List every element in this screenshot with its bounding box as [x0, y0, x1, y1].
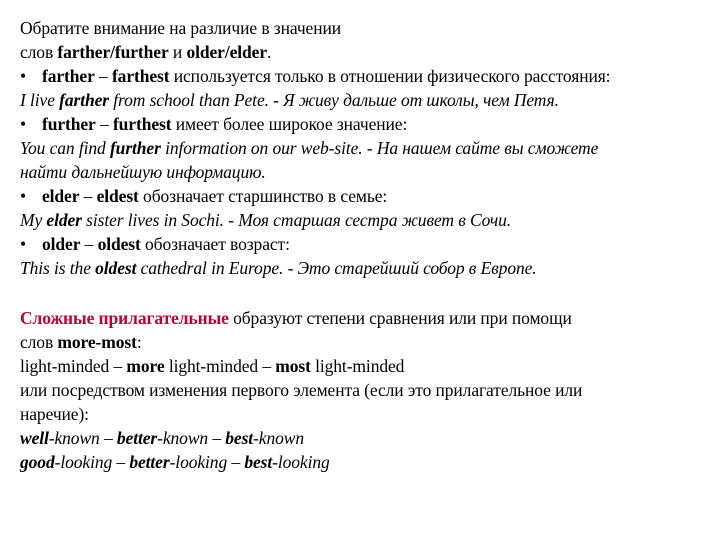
term-description: обозначает старшинство в семье:: [138, 186, 388, 206]
term-farther-further: farther/further: [57, 42, 169, 62]
bullet-item-further: [20, 112, 720, 136]
intro-line-1: [20, 16, 720, 40]
comparison-notes: [20, 16, 720, 280]
example-farther: [20, 88, 720, 112]
example-key: further: [109, 138, 161, 158]
compound-example-light-minded: [20, 354, 720, 378]
example-further-cont: [20, 160, 720, 184]
bullet-icon: •: [20, 66, 27, 86]
intro-period: .: [267, 42, 272, 62]
term-b: oldest: [97, 234, 141, 254]
dash: –: [94, 66, 112, 86]
ex-part: light-minded –: [164, 356, 276, 376]
ex-part: -known: [253, 428, 304, 448]
term-older-elder: older/elder: [186, 42, 267, 62]
ex-key: better: [116, 428, 158, 448]
ex-key: well: [20, 428, 49, 448]
ex-key: best: [225, 428, 254, 448]
example-post: from school than Pete. - Я живу дальше от школы, чем Петя.: [109, 90, 559, 110]
dash: –: [95, 114, 113, 134]
ex-part: -known –: [157, 428, 226, 448]
example-continuation: найти дальнейшую информацию.: [20, 162, 266, 182]
example-pre: I live: [20, 90, 60, 110]
intro-text: Обратите внимание на различие в значении: [20, 18, 341, 38]
ex-part: -known –: [48, 428, 117, 448]
term-a: farther: [42, 66, 95, 86]
bullet-item-farther: [20, 64, 720, 88]
bullet-icon: •: [20, 186, 27, 206]
bullet-icon: •: [20, 234, 27, 254]
example-post: cathedral in Europe. - Это старейший собор в Европе.: [136, 258, 537, 278]
ex-more: more: [126, 356, 165, 376]
ex-part: -looking –: [54, 452, 130, 472]
example-elder: [20, 208, 720, 232]
compound-adjectives: [20, 306, 720, 474]
example-further: [20, 136, 720, 160]
compound-highlight: Сложные прилагательные: [20, 308, 229, 328]
ex-key: best: [244, 452, 273, 472]
intro-prefix: слов: [20, 42, 58, 62]
compound-line-2: [20, 330, 720, 354]
compound-colon: :: [136, 332, 142, 352]
compound-line-1: [20, 306, 720, 330]
bullet-item-older: [20, 232, 720, 256]
term-a: older: [42, 234, 81, 254]
term-a: elder: [42, 186, 80, 206]
term-b: farthest: [111, 66, 170, 86]
ex-part: -looking –: [169, 452, 245, 472]
compound-example-good-looking: [20, 450, 720, 474]
compound-example-well-known: [20, 426, 720, 450]
term-b: eldest: [96, 186, 139, 206]
ex-part: light-minded: [310, 356, 405, 376]
example-key: oldest: [95, 258, 137, 278]
example-pre: This is the: [20, 258, 96, 278]
term-description: имеет более широкое значение:: [171, 114, 408, 134]
ex-most: most: [275, 356, 311, 376]
example-pre: You can find: [20, 138, 110, 158]
example-post: information on our web-site. - На нашем сайте вы сможете: [160, 138, 599, 158]
term-description: используется только в отношении физического расстояния:: [169, 66, 611, 86]
example-key: elder: [46, 210, 82, 230]
compound-line-4: [20, 378, 720, 402]
compound-text: образуют степени сравнения или при помощи: [228, 308, 572, 328]
bullet-item-elder: [20, 184, 720, 208]
compound-prefix: слов: [20, 332, 58, 352]
intro-line-2: [20, 40, 720, 64]
ex-key: better: [129, 452, 170, 472]
term-a: further: [42, 114, 96, 134]
example-pre: My: [20, 210, 47, 230]
example-key: farther: [59, 90, 110, 110]
example-older: [20, 256, 720, 280]
dash: –: [80, 234, 98, 254]
ex-part: -looking: [272, 452, 330, 472]
compound-text: наречие):: [20, 404, 89, 424]
compound-key: more-most: [57, 332, 137, 352]
term-description: обозначает возраст:: [140, 234, 290, 254]
ex-part: light-minded –: [20, 356, 127, 376]
example-post: sister lives in Sochi. - Моя старшая сестра живет в Сочи.: [81, 210, 512, 230]
intro-conjunction: и: [168, 42, 187, 62]
term-b: furthest: [112, 114, 172, 134]
dash: –: [79, 186, 97, 206]
compound-line-5: [20, 402, 720, 426]
bullet-icon: •: [20, 114, 27, 134]
ex-key: good: [20, 452, 55, 472]
compound-text: или посредством изменения первого элемента (если это прилагательное или: [20, 380, 583, 400]
